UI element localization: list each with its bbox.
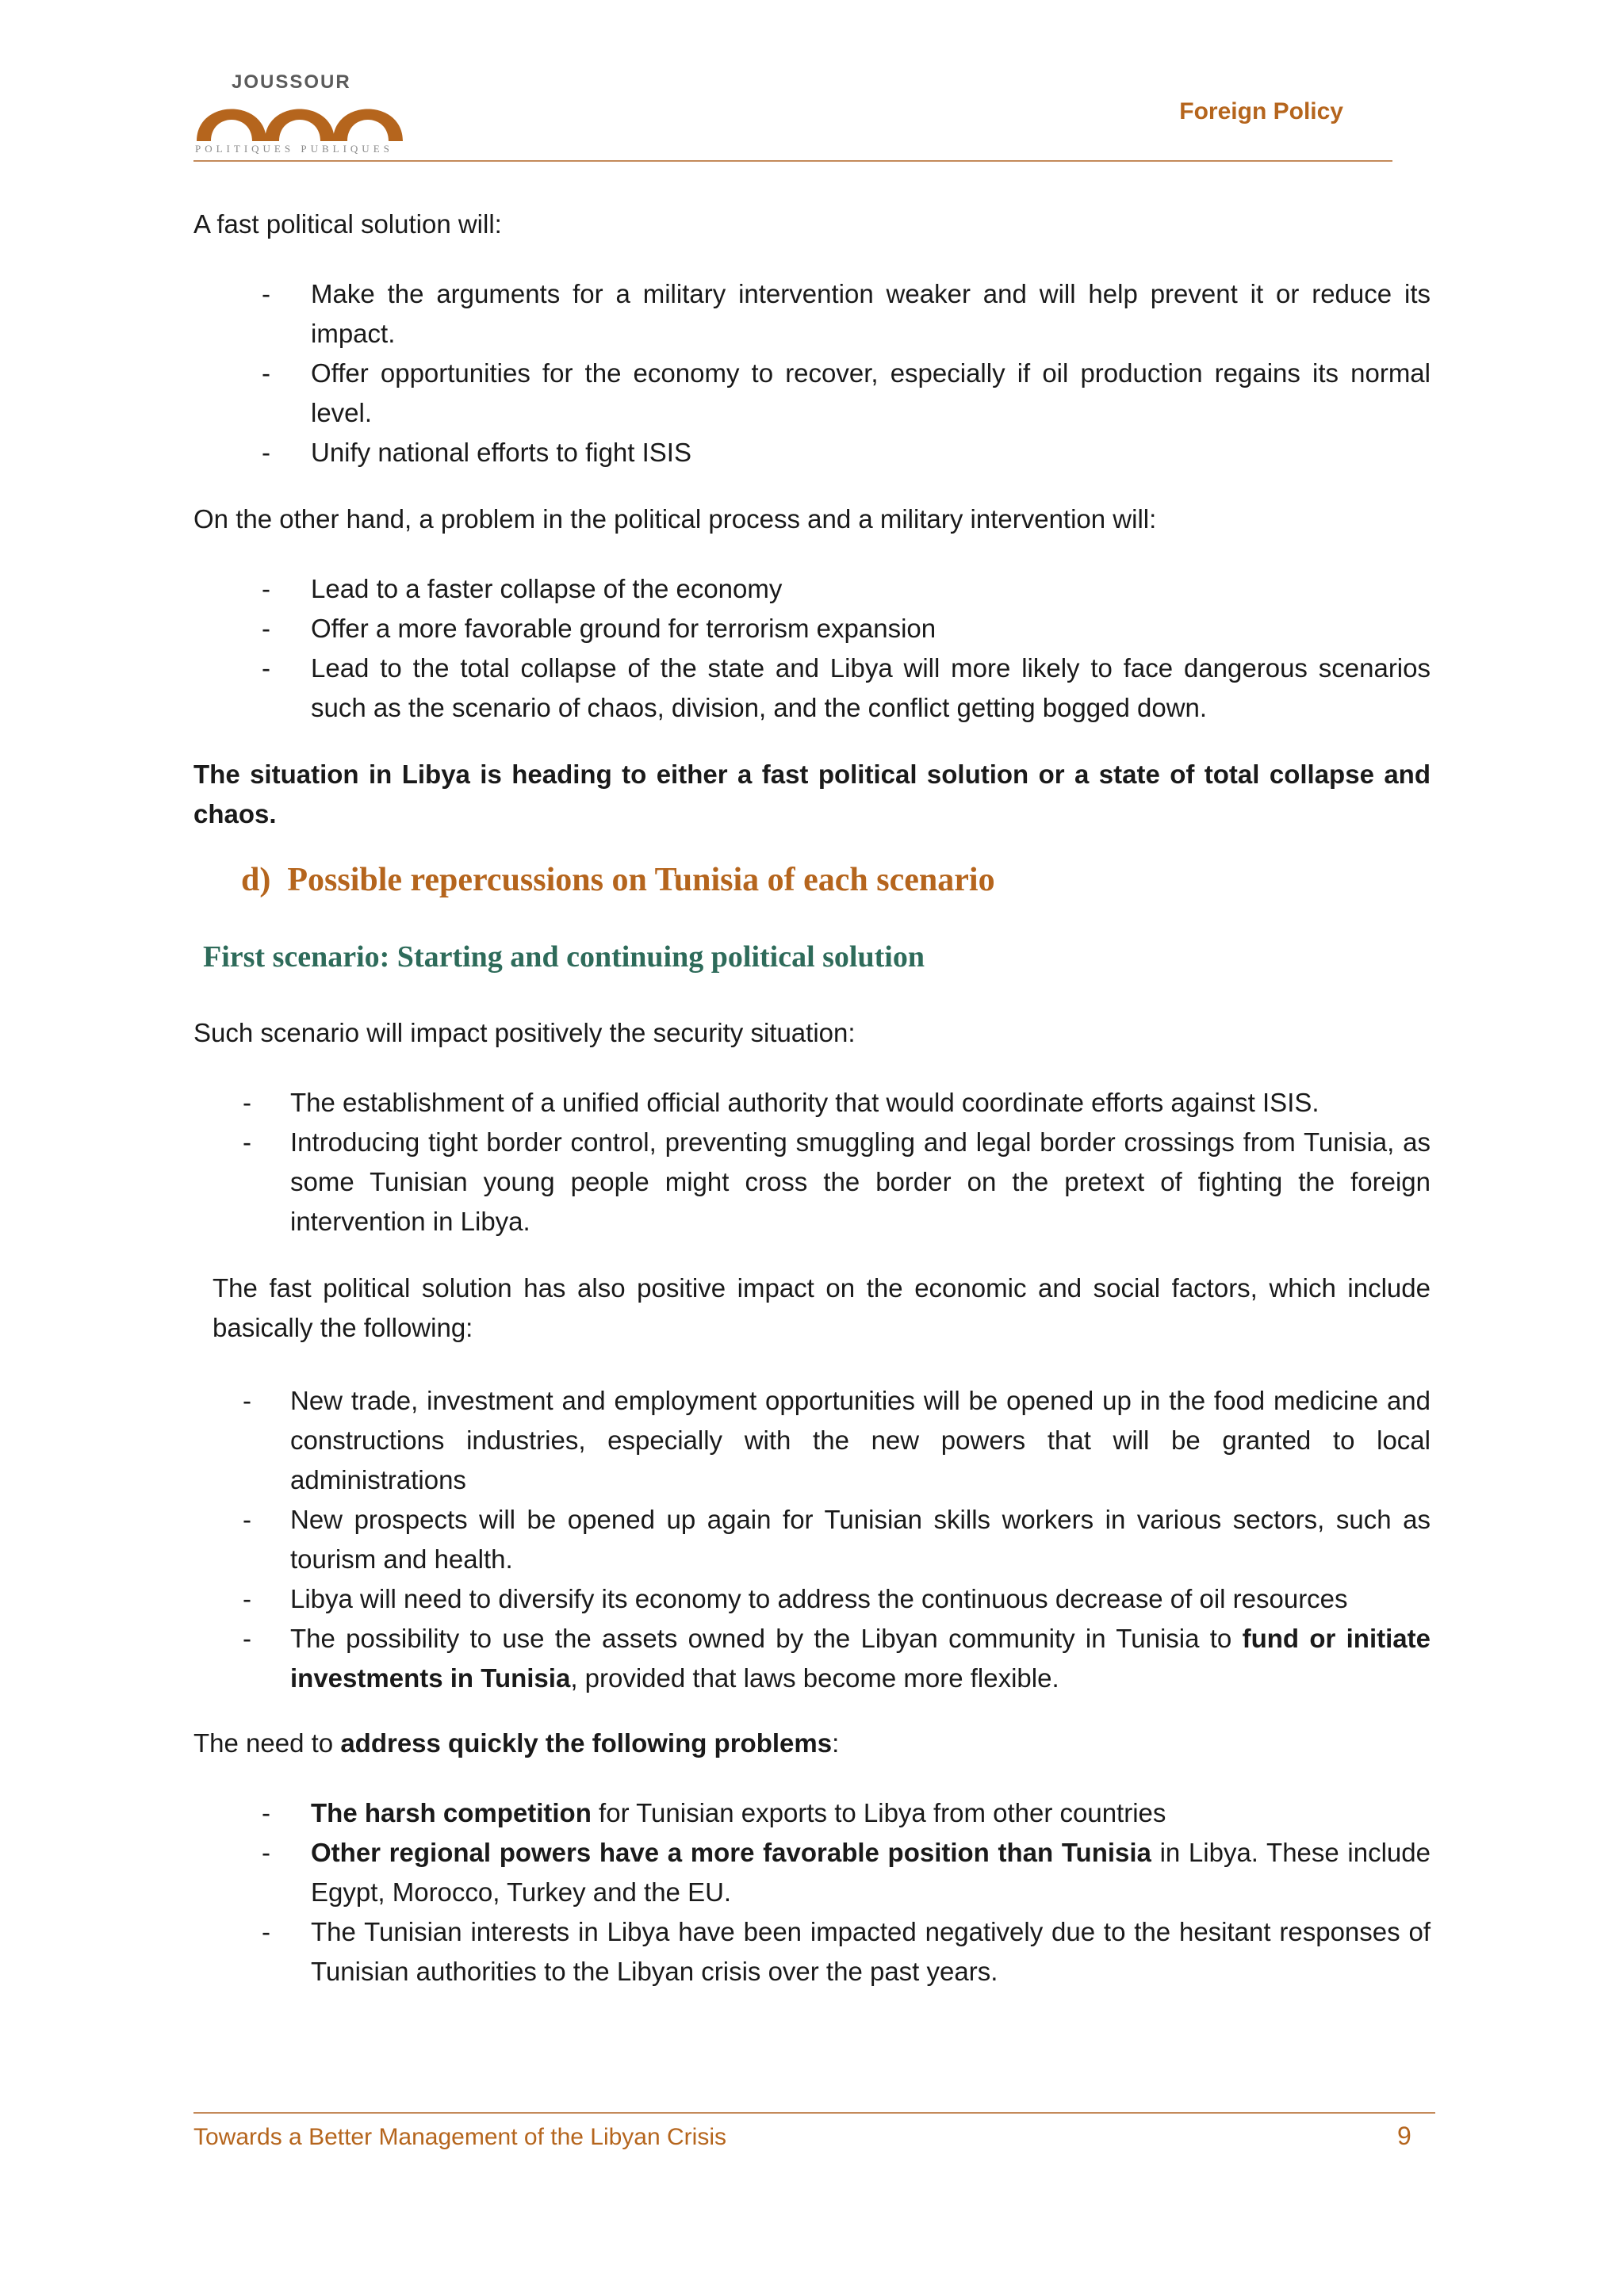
list-item: Offer a more favorable ground for terrorism expansion xyxy=(311,614,936,643)
bullet-dash: - xyxy=(262,574,270,603)
section-heading-d: d) Possible repercussions on Tunisia of each scenario xyxy=(241,862,995,898)
bullet-dash: - xyxy=(243,1584,251,1613)
list-item: Offer opportunities for the economy to recover, especially if oil production regains its normal level. xyxy=(311,358,1431,427)
bullet-dash: - xyxy=(262,614,270,643)
logo-text: JOUSSOUR xyxy=(232,71,351,93)
list-item: Unify national efforts to fight ISIS xyxy=(311,438,691,467)
list-item-bold: Other regional powers have a more favorable position than Tunisia xyxy=(311,1838,1151,1867)
need-text-end: : xyxy=(832,1728,840,1758)
situation-summary: The situation in Libya is heading to either a fast political solution or a state of total collapse and chaos. xyxy=(193,760,1431,828)
bullet-dash: - xyxy=(262,1917,270,1946)
list-item-bold: The harsh competition xyxy=(311,1798,592,1827)
joussour-logo xyxy=(193,71,408,159)
bullet-dash: - xyxy=(262,1798,270,1827)
header-divider xyxy=(193,160,1392,162)
bullet-dash: - xyxy=(262,358,270,388)
list-item: Libya will need to diversify its economy to address the continuous decrease of oil resources xyxy=(290,1584,1348,1613)
list-item xyxy=(311,1912,1431,1992)
page-number: 9 xyxy=(1397,2122,1411,2150)
footer-divider xyxy=(193,2112,1435,2114)
bullet-dash: - xyxy=(262,1838,270,1867)
bullet-dash: - xyxy=(243,1386,251,1415)
need-text-start: The need to xyxy=(193,1728,341,1758)
logo-arches-icon xyxy=(193,90,408,143)
list-item xyxy=(290,1619,1431,1698)
list-item: Introducing tight border control, preventing smuggling and legal border crossings from Tunisia, as some Tunisian young people might cross the border on the pretext of fighting the foreign intervention in Libya. xyxy=(290,1127,1431,1236)
intro-text: A fast political solution will: xyxy=(193,209,502,239)
list-item: The establishment of a unified official authority that would coordinate efforts against ISIS. xyxy=(290,1088,1320,1117)
economic-intro: The fast political solution has also positive impact on the economic and social factors, which include basically the following: xyxy=(213,1273,1431,1342)
list-item: Make the arguments for a military intervention weaker and will help prevent it or reduce its impact. xyxy=(311,279,1431,348)
bullet-dash: - xyxy=(243,1127,251,1157)
list-item-text: for Tunisian exports to Libya from other countries xyxy=(591,1798,1166,1827)
bullet-dash: - xyxy=(262,279,270,308)
need-text xyxy=(193,1724,839,1763)
bullet-dash: - xyxy=(262,438,270,467)
list-item: Lead to a faster collapse of the economy xyxy=(311,574,783,603)
bullet-dash: - xyxy=(243,1505,251,1534)
list-item-text: in Libya. These include Egypt, Morocco, Turkey and the EU. xyxy=(311,1838,1431,1907)
list-item: New trade, investment and employment opportunities will be opened up in the food medicine and constructions industries, especially with the new powers that will be granted to local administrations xyxy=(290,1386,1431,1494)
bullet-dash: - xyxy=(262,653,270,683)
subheading-first-scenario: First scenario: Starting and continuing political solution xyxy=(203,940,925,974)
list-item-text: The possibility to use the assets owned by the Libyan community in Tunisia to xyxy=(290,1624,1243,1653)
other-hand-text: On the other hand, a problem in the political process and a military intervention will: xyxy=(193,504,1157,534)
need-text-bold: address quickly the following problems xyxy=(340,1728,833,1758)
footer-document-title: Towards a Better Management of the Libyan Crisis xyxy=(193,2124,726,2150)
bullet-dash: - xyxy=(243,1088,251,1117)
list-item-text: The Tunisian interests in Libya have been impacted negatively due to the hesitant responses of Tunisian authorities to the Libyan crisis over the past years. xyxy=(311,1917,1431,1986)
bullet-dash: - xyxy=(243,1624,251,1653)
list-item xyxy=(311,1793,1431,1833)
list-item: New prospects will be opened up again for Tunisian skills workers in various sectors, such as tourism and health. xyxy=(290,1505,1431,1574)
security-intro: Such scenario will impact positively the security situation: xyxy=(193,1018,856,1047)
list-item-text: , provided that laws become more flexible. xyxy=(570,1663,1059,1693)
list-item xyxy=(311,1833,1431,1912)
list-item-bold: fund or initiate investments in Tunisia xyxy=(290,1624,1431,1693)
list-item: Lead to the total collapse of the state and Libya will more likely to face dangerous scenarios such as the scenario of chaos, division, and the conflict getting bogged down. xyxy=(311,653,1431,722)
header-section-title: Foreign Policy xyxy=(1179,98,1343,124)
logo-subtext: POLITIQUES PUBLIQUES xyxy=(195,143,393,155)
